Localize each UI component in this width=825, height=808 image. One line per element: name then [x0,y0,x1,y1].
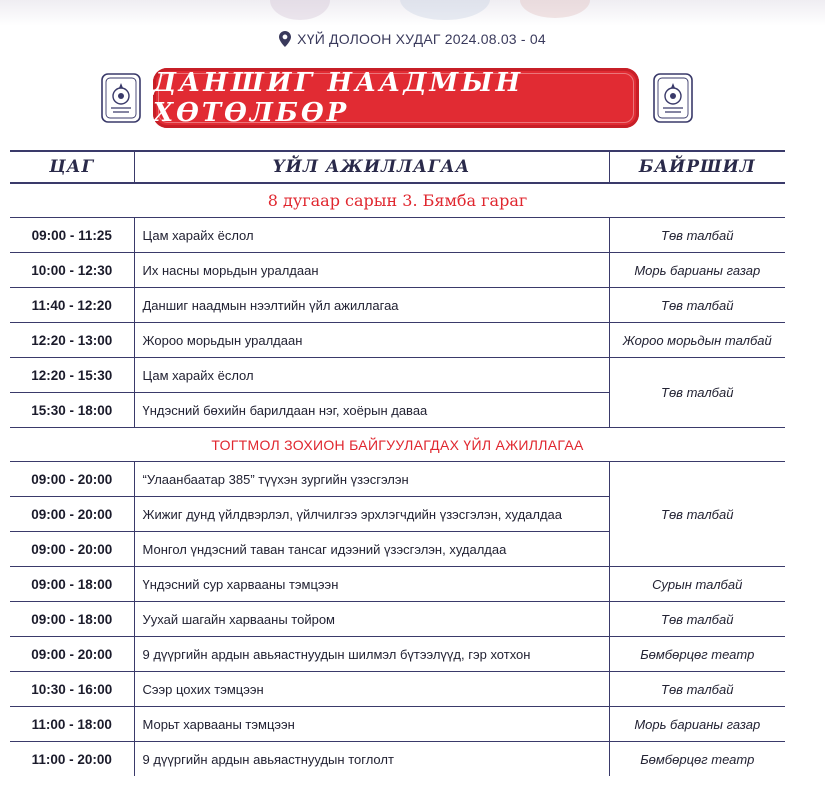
row-time: 09:00 - 20:00 [10,497,134,532]
row-activity: Их насны морьдын уралдаан [134,253,609,288]
table-row [10,218,785,253]
row-time: 09:00 - 11:25 [10,218,134,253]
header-activity: ҮЙЛ АЖИЛЛАГАА [134,151,609,183]
row-activity: “Улаанбаатар 385” түүхэн зургийн үзэсгэлэн [134,462,609,497]
row-activity: Цам харайх ёслол [134,358,609,393]
row-time: 12:20 - 13:00 [10,323,134,358]
row-time: 11:40 - 12:20 [10,288,134,323]
table-row [10,637,785,672]
header-location: БАЙРШИЛ [609,151,785,183]
row-activity: Жороо морьдын уралдаан [134,323,609,358]
row-place: Төв талбай [609,672,785,707]
location-text: ХҮЙ ДОЛООН ХУДАГ 2024.08.03 - 04 [297,31,546,47]
table-row [10,462,785,497]
row-time: 12:20 - 15:30 [10,358,134,393]
map-pin-icon [279,31,291,47]
table-row [10,707,785,742]
row-time: 09:00 - 20:00 [10,637,134,672]
row-place: Бөмбөрцөг театр [609,637,785,672]
event-location [0,31,825,47]
row-activity: Морьт харвааны тэмцээн [134,707,609,742]
row-activity: Үндэсний бөхийн барилдаан нэг, хоёрын даваа [134,393,609,428]
table-row [10,567,785,602]
row-place: Төв талбай [609,358,785,428]
row-time: 10:00 - 12:30 [10,253,134,288]
page-title: ДАНШИГ НААДМЫН ХӨТӨЛБӨР [153,68,524,128]
row-place: Төв талбай [609,602,785,637]
row-time: 09:00 - 20:00 [10,462,134,497]
row-activity: Монгол үндэсний таван тансаг идээний үзэсгэлэн, худалдаа [134,532,609,567]
row-time: 09:00 - 18:00 [10,567,134,602]
table-row [10,288,785,323]
row-activity: 9 дүүргийн ардын авьяастнуудын шилмэл бүтээлүүд, гэр хотхон [134,637,609,672]
table-row [10,602,785,637]
section-row-day [10,183,785,218]
title-banner [153,68,639,128]
row-activity: Сээр цохих тэмцээн [134,672,609,707]
section-title-day: 8 дугаар сарын 3. Бямба гараг [10,183,785,218]
section-row-ongoing [10,428,785,462]
row-place: Төв талбай [609,462,785,567]
soyombo-emblem-icon [101,73,141,123]
soyombo-emblem-icon [653,73,693,123]
table-row [10,358,785,393]
table-row [10,672,785,707]
row-activity: 9 дүүргийн ардын авьяастнуудын тоглолт [134,742,609,777]
schedule-table [10,150,785,776]
row-place: Жороо морьдын талбай [609,323,785,358]
row-time: 15:30 - 18:00 [10,393,134,428]
table-row [10,253,785,288]
row-place: Төв талбай [609,218,785,253]
row-place: Сурын талбай [609,567,785,602]
table-header-row [10,151,785,183]
row-place: Морь барианы газар [609,253,785,288]
row-time: 11:00 - 20:00 [31,751,112,767]
row-time: 10:30 - 16:00 [10,672,134,707]
row-activity: Жижиг дунд үйлдвэрлэл, үйлчилгээ эрхлэгчдийн үзэсгэлэн, худалдаа [134,497,609,532]
table-row [10,323,785,358]
section-title-ongoing: ТОГТМОЛ ЗОХИОН БАЙГУУЛАГДАХ ҮЙЛ АЖИЛЛАГАА [10,428,785,462]
row-activity: Даншиг наадмын нээлтийн үйл ажиллагаа [134,288,609,323]
header-time: ЦАГ [10,151,134,183]
row-place: Морь барианы газар [609,707,785,742]
row-activity: Үндэсний сур харвааны тэмцээн [134,567,609,602]
row-activity: Цам харайх ёслол [134,218,609,253]
row-time: 09:00 - 20:00 [10,532,134,567]
row-place: Бөмбөрцөг театр [609,742,785,777]
row-activity: Уухай шагайн харвааны тойром [134,602,609,637]
row-place: Төв талбай [609,288,785,323]
table-row [10,742,785,777]
top-decorative-banner [0,0,825,26]
row-time: 09:00 - 18:00 [10,602,134,637]
row-time: 11:00 - 18:00 [10,707,134,742]
